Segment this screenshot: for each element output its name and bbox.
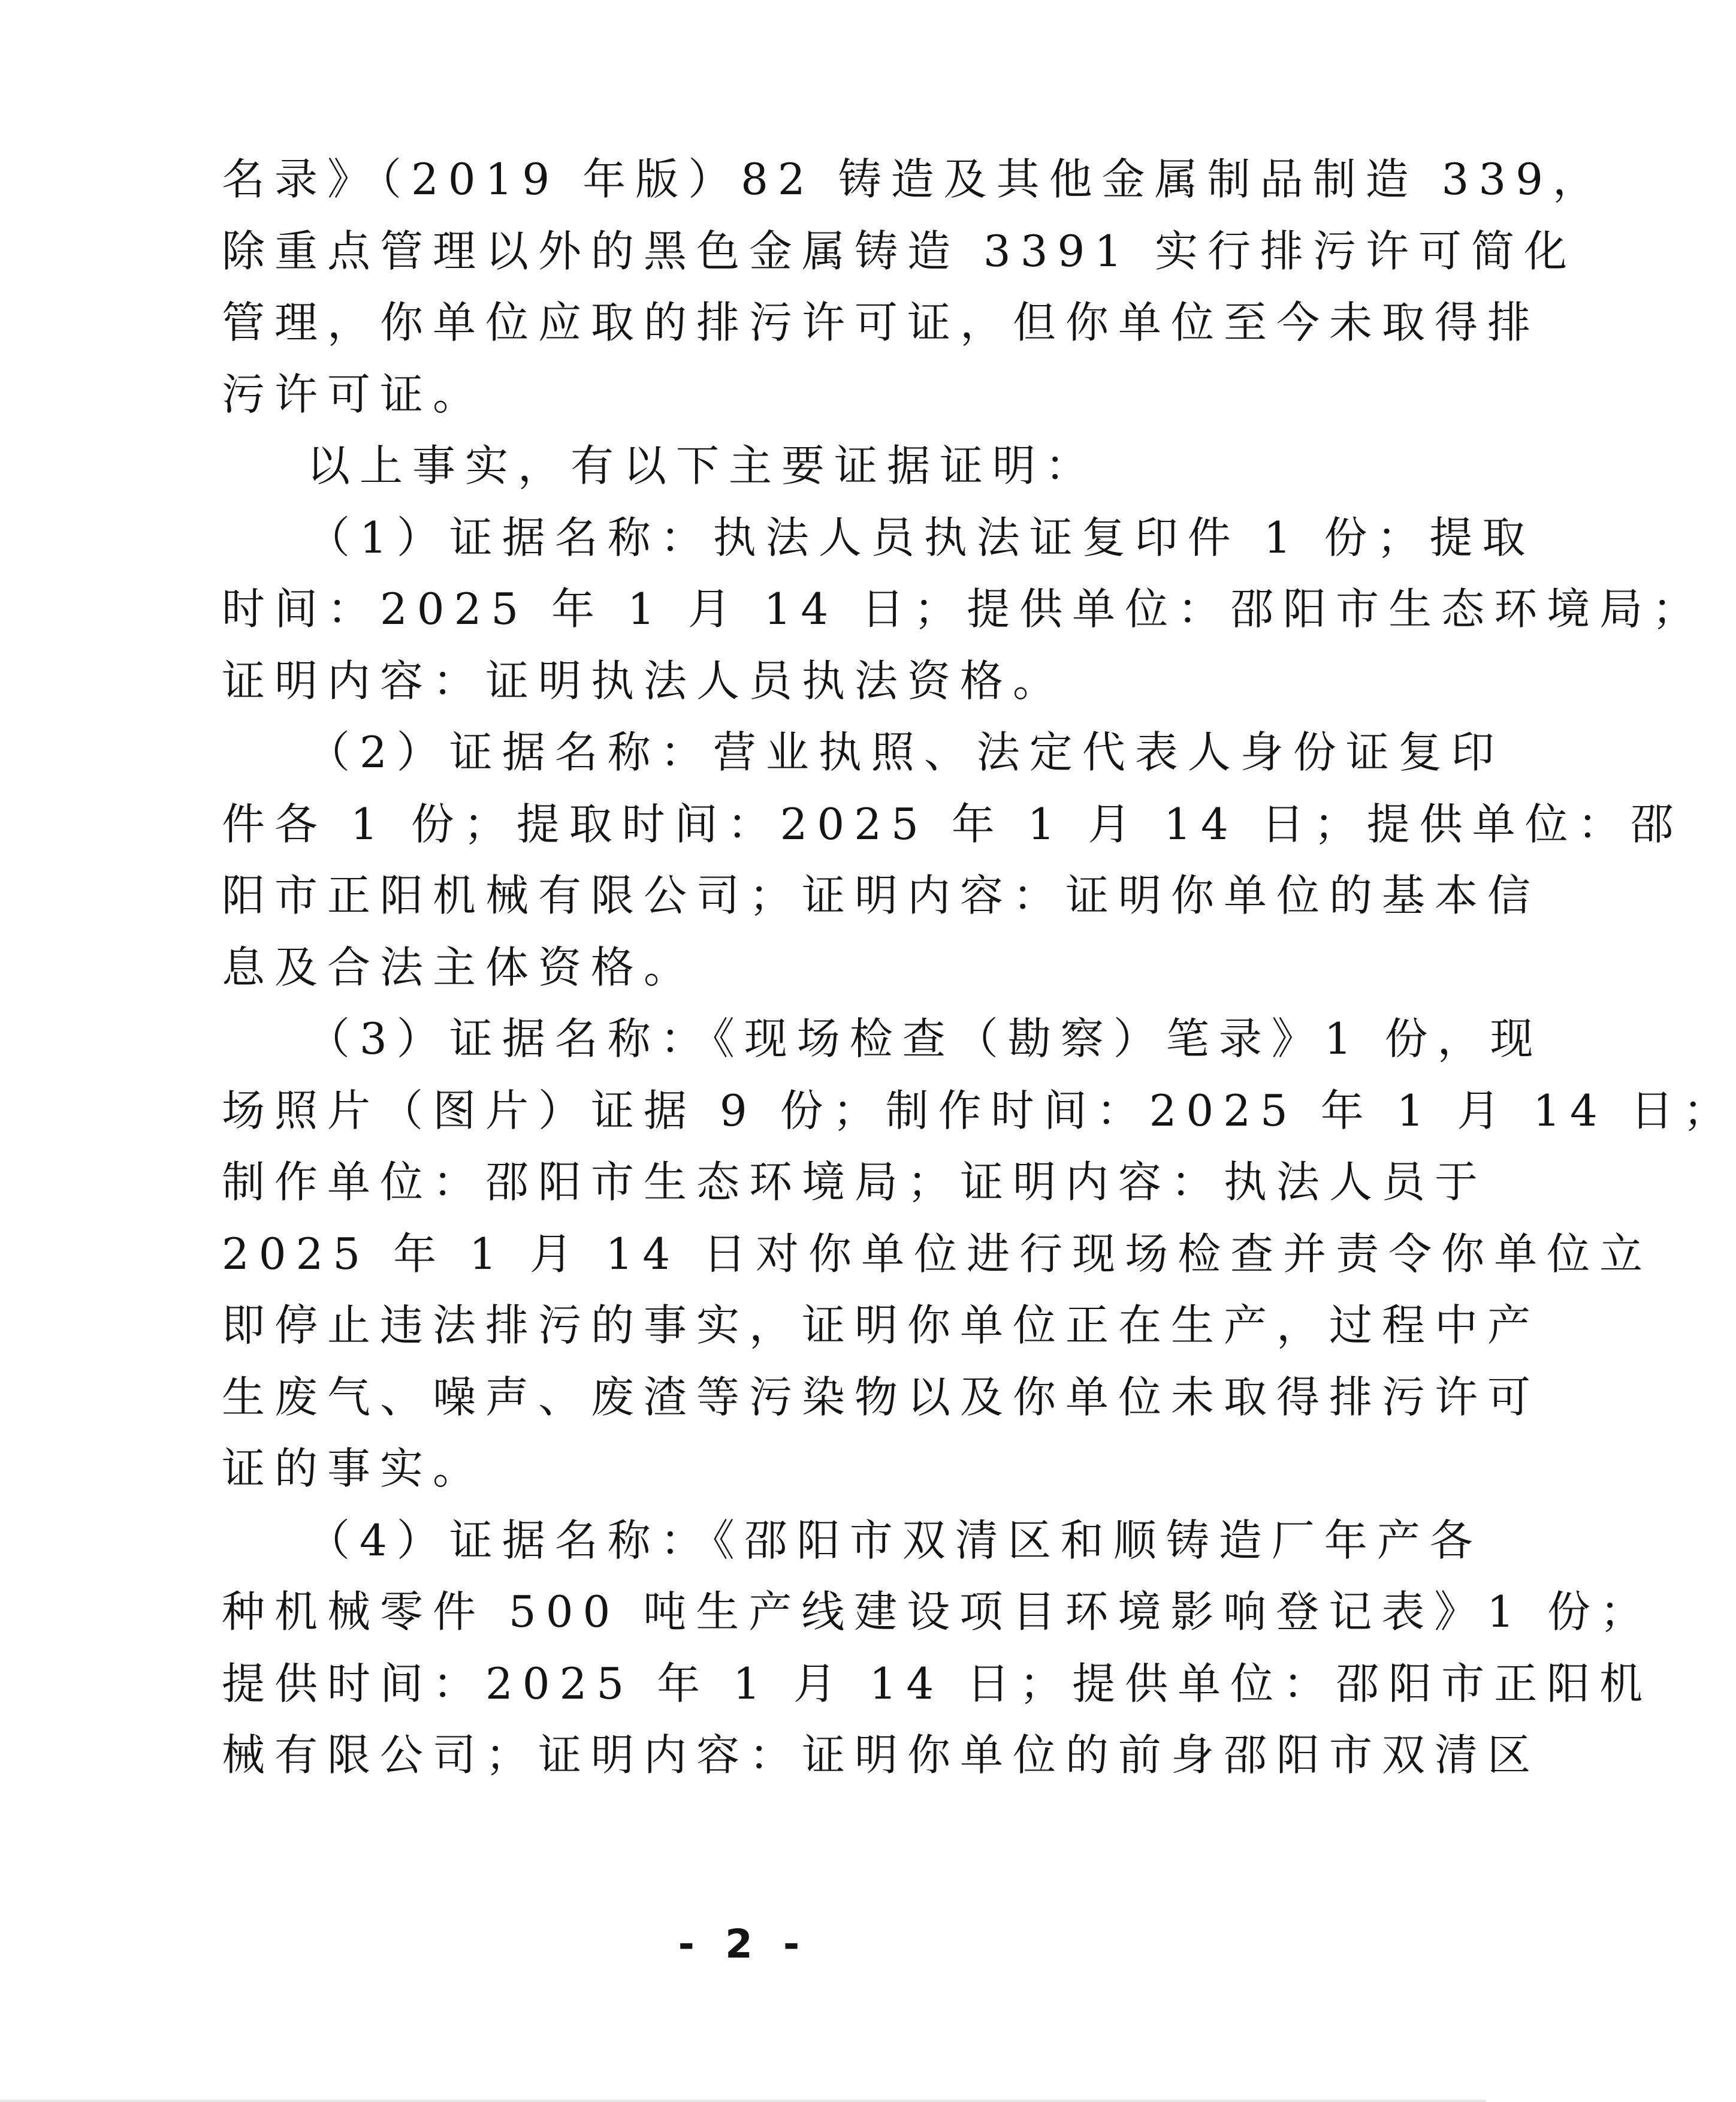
paragraph-start-line: （3）证据名称：《现场检查（勘察）笔录》1 份，现 <box>307 1014 1543 1064</box>
body-text <box>222 144 1736 1792</box>
text-line: 制作单位：邵阳市生态环境局；证明内容：执法人员于 <box>222 1157 1488 1207</box>
text-line: 时间：2025 年 1 月 14 日；提供单位：邵阳市生态环境局； <box>222 584 1705 634</box>
paragraph-start-line: （2）证据名称：营业执照、法定代表人身份证复印 <box>307 727 1504 777</box>
paragraph-start-line: （1）证据名称：执法人员执法证复印件 1 份；提取 <box>307 512 1535 563</box>
page-number: - 2 - <box>678 1921 808 1967</box>
text-line: 2025 年 1 月 14 日对你单位进行现场检查并责令你单位立 <box>222 1228 1653 1279</box>
text-line: 管理，你单位应取的排污许可证，但你单位至今未取得排 <box>222 297 1541 348</box>
text-line: 除重点管理以外的黑色金属铸造 3391 实行排污许可简化 <box>222 225 1577 276</box>
text-line: 阳市正阳机械有限公司；证明内容：证明你单位的基本信 <box>222 870 1541 921</box>
text-line: 件各 1 份；提取时间：2025 年 1 月 14 日；提供单位：邵 <box>222 798 1683 849</box>
paragraph-start-line: （4）证据名称：《邵阳市双清区和顺铸造厂年产各 <box>307 1515 1483 1566</box>
text-line: 械有限公司；证明内容：证明你单位的前身邵阳市双清区 <box>222 1730 1541 1780</box>
scan-edge-divider <box>0 2100 1486 2102</box>
paragraph-start-line: 以上事实，有以下主要证据证明： <box>307 441 1098 491</box>
text-line: 息及合法主体资格。 <box>222 942 697 993</box>
text-line: 种机械零件 500 吨生产线建设项目环境影响登记表》1 份； <box>222 1587 1653 1637</box>
text-line: 场照片（图片）证据 9 份；制作时间：2025 年 1 月 14 日； <box>222 1085 1736 1136</box>
text-line: 即停止违法排污的事实，证明你单位正在生产，过程中产 <box>222 1300 1541 1350</box>
text-line: 污许可证。 <box>222 369 486 420</box>
text-line: 提供时间：2025 年 1 月 14 日；提供单位：邵阳市正阳机 <box>222 1658 1653 1709</box>
text-line: 证的事实。 <box>222 1443 486 1494</box>
text-line: 名录》（2019 年版）82 铸造及其他金属制品制造 339， <box>222 154 1605 204</box>
text-line: 证明内容：证明执法人员执法资格。 <box>222 655 1066 706</box>
text-line: 生废气、噪声、废渣等污染物以及你单位未取得排污许可 <box>222 1371 1541 1422</box>
